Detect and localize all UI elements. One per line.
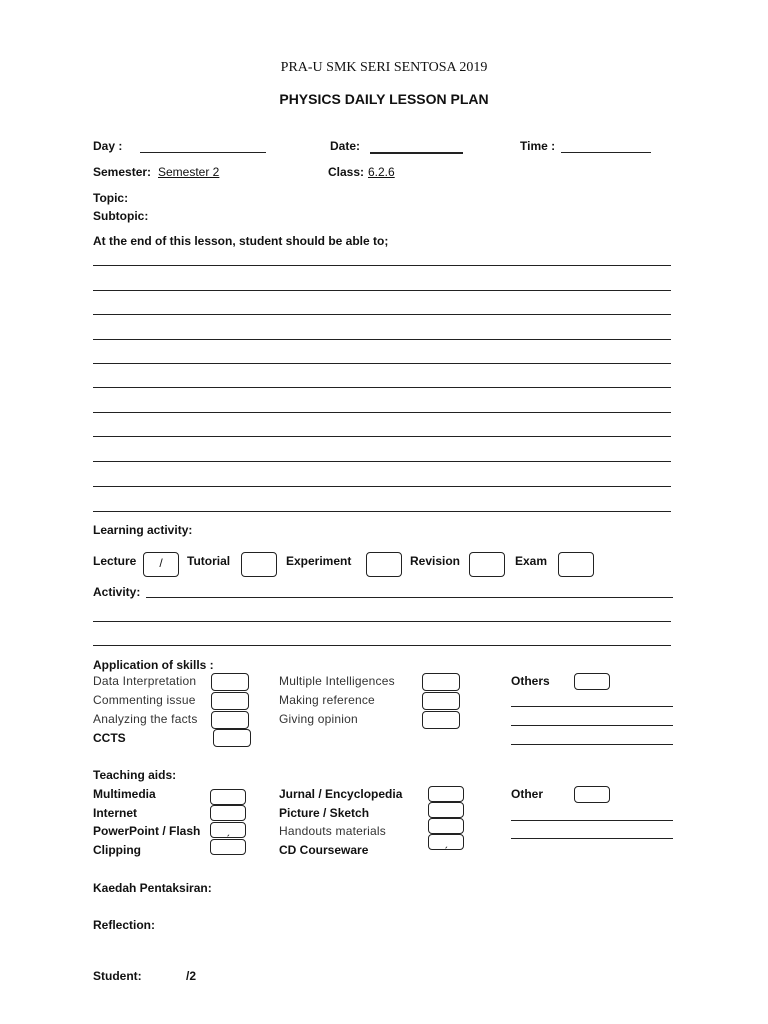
aid-powerpoint-flash-checkbox[interactable]: ˏ	[210, 822, 246, 838]
objective-line[interactable]	[93, 412, 671, 413]
aid-picture-sketch-checkbox[interactable]	[428, 802, 464, 818]
aid-multimedia: Multimedia	[93, 787, 156, 801]
skill-making-reference: Making reference	[279, 693, 375, 707]
experiment-checkbox[interactable]	[366, 552, 402, 577]
skill-others-line[interactable]	[511, 744, 673, 745]
skill-others-line[interactable]	[511, 706, 673, 707]
skill-giving-opinion: Giving opinion	[279, 712, 358, 726]
skill-others-label: Others	[511, 674, 550, 688]
skill-commenting-issue: Commenting issue	[93, 693, 196, 707]
skill-analyzing-facts-checkbox[interactable]	[211, 711, 249, 729]
learning-activity-heading: Learning activity:	[93, 523, 193, 537]
aid-clipping-checkbox[interactable]	[210, 839, 246, 855]
skill-ccts-checkbox[interactable]	[213, 729, 251, 747]
tutorial-label: Tutorial	[187, 554, 231, 568]
class-label: Class:	[328, 165, 365, 179]
assessment-label: Kaedah Pentaksiran:	[93, 881, 212, 895]
aid-other-line[interactable]	[511, 820, 673, 821]
skill-data-interpretation: Data Interpretation	[93, 674, 197, 688]
activity-line[interactable]	[93, 621, 671, 622]
page-title: PHYSICS DAILY LESSON PLAN	[279, 91, 489, 107]
student-score: /2	[186, 969, 197, 983]
aid-other-checkbox[interactable]	[574, 786, 610, 803]
skill-ccts: CCTS	[93, 731, 126, 745]
skill-multiple-intelligences: Multiple Intelligences	[279, 674, 395, 688]
exam-label: Exam	[515, 554, 548, 568]
skill-giving-opinion-checkbox[interactable]	[422, 711, 460, 729]
aid-cd-courseware-checkbox[interactable]: ˏ	[428, 834, 464, 850]
date-field[interactable]	[370, 152, 463, 154]
aid-jurnal-encyclopedia-checkbox[interactable]	[428, 786, 464, 802]
aid-other-line[interactable]	[511, 838, 673, 839]
objective-line[interactable]	[93, 486, 671, 487]
teaching-aids-heading: Teaching aids:	[93, 768, 177, 782]
objective-line[interactable]	[93, 290, 671, 291]
objective-line[interactable]	[93, 461, 671, 462]
time-field[interactable]	[561, 152, 651, 153]
objective-line[interactable]	[93, 339, 671, 340]
revision-checkbox[interactable]	[469, 552, 505, 577]
objective-line[interactable]	[93, 436, 671, 437]
objectives-intro: At the end of this lesson, student should be able to;	[93, 234, 389, 248]
reflection-label: Reflection:	[93, 918, 156, 932]
skill-commenting-issue-checkbox[interactable]	[211, 692, 249, 710]
class-value: 6.2.6	[368, 165, 395, 179]
semester-label: Semester:	[93, 165, 152, 179]
aid-cd-courseware: CD Courseware	[279, 843, 369, 857]
aid-multimedia-checkbox[interactable]	[210, 789, 246, 805]
skill-others-checkbox[interactable]	[574, 673, 610, 690]
revision-label: Revision	[410, 554, 461, 568]
aid-picture-sketch: Picture / Sketch	[279, 806, 370, 820]
objective-line[interactable]	[93, 314, 671, 315]
aid-jurnal-encyclopedia: Jurnal / Encyclopedia	[279, 787, 403, 801]
skill-others-line[interactable]	[511, 725, 673, 726]
skills-heading: Application of skills :	[93, 658, 214, 672]
day-label: Day :	[93, 139, 123, 153]
aid-internet-checkbox[interactable]	[210, 805, 246, 821]
lecture-checkbox[interactable]: /	[143, 552, 179, 577]
skill-data-interpretation-checkbox[interactable]	[211, 673, 249, 691]
aid-handouts-materials: Handouts materials	[279, 824, 386, 838]
objective-line[interactable]	[93, 387, 671, 388]
school-name: PRA-U SMK SERI SENTOSA 2019	[280, 60, 488, 75]
objective-line[interactable]	[93, 511, 671, 512]
aid-clipping: Clipping	[93, 843, 141, 857]
aid-other-label: Other	[511, 787, 544, 801]
subtopic-label: Subtopic:	[93, 209, 149, 223]
aid-internet: Internet	[93, 806, 138, 820]
activity-line[interactable]	[146, 597, 673, 598]
objective-line[interactable]	[93, 363, 671, 364]
topic-label: Topic:	[93, 191, 129, 205]
aid-powerpoint-flash: PowerPoint / Flash	[93, 824, 201, 838]
aid-handouts-materials-checkbox[interactable]	[428, 818, 464, 834]
tutorial-checkbox[interactable]	[241, 552, 277, 577]
time-label: Time :	[520, 139, 556, 153]
lecture-label: Lecture	[93, 554, 137, 568]
skill-making-reference-checkbox[interactable]	[422, 692, 460, 710]
semester-value: Semester 2	[158, 165, 220, 179]
objective-line[interactable]	[93, 265, 671, 266]
activity-label: Activity:	[93, 585, 141, 599]
student-label: Student:	[93, 969, 142, 983]
day-field[interactable]	[140, 152, 266, 153]
activity-line[interactable]	[93, 645, 671, 646]
skill-multiple-intelligences-checkbox[interactable]	[422, 673, 460, 691]
date-label: Date:	[330, 139, 361, 153]
exam-checkbox[interactable]	[558, 552, 594, 577]
experiment-label: Experiment	[286, 554, 352, 568]
skill-analyzing-facts: Analyzing the facts	[93, 712, 198, 726]
